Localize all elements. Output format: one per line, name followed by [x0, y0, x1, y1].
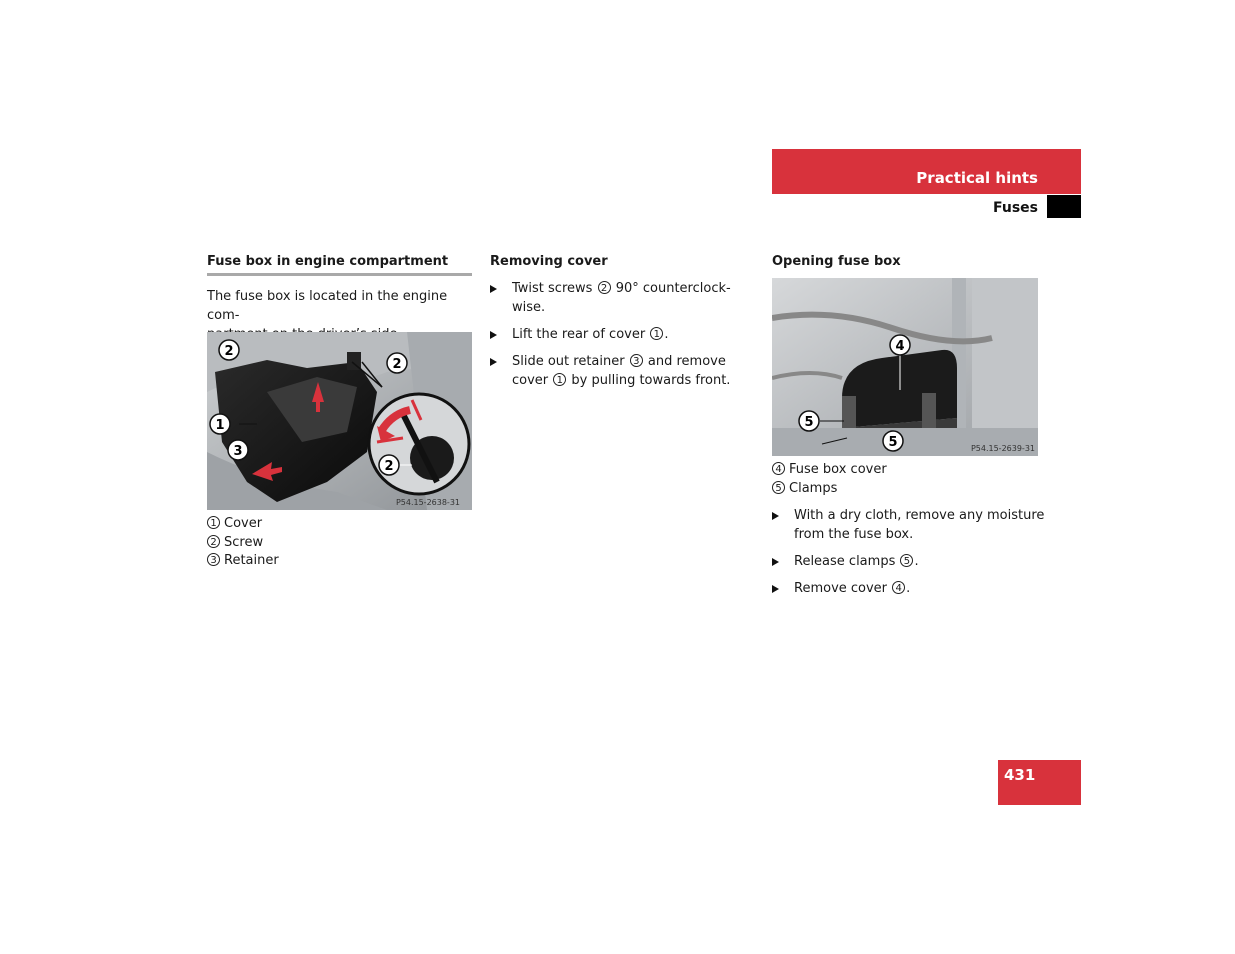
step-text: Twist screws — [512, 281, 593, 296]
step-text: wise. — [512, 300, 546, 315]
fuse-box-illustration — [772, 278, 1038, 456]
legend-text: Screw — [224, 534, 264, 550]
legend-item — [772, 480, 887, 499]
legend-item — [207, 552, 279, 571]
heading-opening-fuse-box: Opening fuse box — [772, 254, 901, 269]
photo-code: P54.15-2639-31 — [970, 444, 1035, 453]
heading-removing-cover: Removing cover — [490, 254, 608, 269]
callout-2-inset: 2 — [384, 459, 394, 474]
legend-text: Fuse box cover — [789, 462, 887, 477]
step-text: cover — [512, 373, 549, 388]
step-text: Release clamps — [794, 554, 896, 569]
step-text: by pulling towards front. — [571, 373, 731, 388]
callout-5-right: 5 — [888, 435, 898, 450]
step-text: from the fuse box. — [794, 527, 914, 542]
bullet-icon — [490, 285, 497, 293]
ref-num: 4 — [892, 581, 905, 594]
callout-4: 4 — [895, 339, 905, 354]
legend-item — [772, 461, 887, 480]
subsection-title: Fuses — [993, 200, 1038, 216]
callout-2-top-left: 2 — [224, 344, 234, 359]
heading-fuse-box: Fuse box in engine compartment — [207, 254, 449, 269]
ref-num: 2 — [598, 281, 611, 294]
legend-num: 2 — [207, 535, 220, 548]
step-dry-cloth — [772, 506, 1047, 544]
step-text: 90° counterclock- — [615, 281, 731, 296]
ref-num: 3 — [630, 354, 643, 367]
intro-line-1: The fuse box is located in the engine com- — [207, 289, 448, 323]
bullet-icon — [772, 512, 779, 520]
step-text: Slide out retainer — [512, 354, 625, 369]
callout-2-top-right: 2 — [392, 357, 402, 372]
callout-5-left: 5 — [804, 415, 814, 430]
step-text: and remove — [647, 354, 726, 369]
step-release-clamps — [772, 552, 1047, 571]
page-number: 431 — [1004, 766, 1036, 784]
ref-num: 1 — [553, 373, 566, 386]
header-marker — [1047, 195, 1081, 218]
removing-steps — [490, 279, 755, 398]
legend-num: 1 — [207, 516, 220, 529]
legend-col3 — [772, 461, 887, 498]
engine-illustration — [207, 332, 472, 510]
step-text: . — [664, 327, 669, 342]
legend-num: 4 — [772, 462, 785, 475]
step-text: Lift the rear of cover — [512, 327, 646, 342]
legend-num: 3 — [207, 553, 220, 566]
legend-num: 5 — [772, 481, 785, 494]
ref-num: 1 — [650, 327, 663, 340]
step-lift-cover — [490, 325, 755, 344]
step-text: Remove cover — [794, 581, 888, 596]
callout-1: 1 — [215, 418, 225, 433]
section-title: Practical hints — [916, 169, 1038, 187]
legend-col1 — [207, 515, 279, 571]
legend-text: Cover — [224, 516, 263, 531]
step-text: . — [914, 554, 919, 569]
legend-item — [207, 534, 279, 553]
legend-text: Retainer — [224, 553, 279, 568]
bullet-icon — [772, 558, 779, 566]
bullet-icon — [490, 358, 497, 366]
step-twist-screws — [490, 279, 755, 317]
ref-num: 5 — [900, 554, 913, 567]
step-text: With a dry cloth, remove any moisture — [794, 508, 1045, 523]
opening-steps — [772, 506, 1047, 606]
bullet-icon — [490, 331, 497, 339]
fuse-box-photo — [772, 278, 1038, 456]
legend-text: Clamps — [789, 480, 838, 496]
legend-item — [207, 515, 279, 534]
heading-rule — [207, 273, 472, 276]
engine-compartment-photo — [207, 332, 472, 510]
bullet-icon — [772, 585, 779, 593]
step-slide-retainer — [490, 352, 755, 390]
step-remove-cover — [772, 579, 1047, 598]
photo-code: P54.15-2638-31 — [395, 498, 460, 507]
step-text: . — [906, 581, 911, 596]
callout-3: 3 — [233, 444, 243, 459]
